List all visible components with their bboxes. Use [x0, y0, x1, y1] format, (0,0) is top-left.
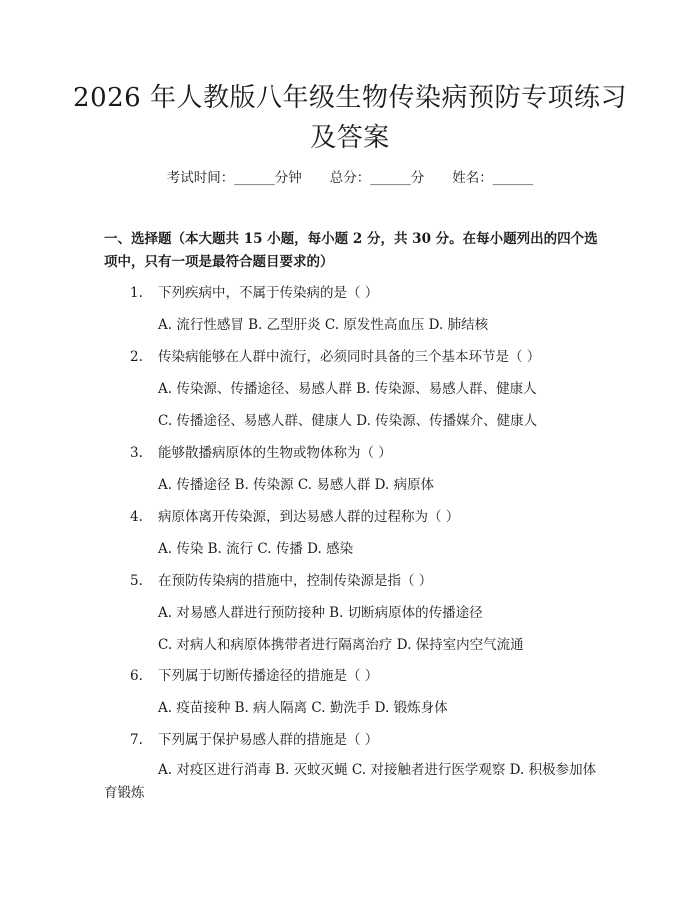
question-5 — [130, 571, 600, 591]
question-1-options: A. 流行性感冒 B. 乙型肝炎 C. 原发性高血压 D. 肺结核 — [158, 317, 489, 333]
exam-meta — [0, 168, 700, 188]
question-6-options: A. 疫苗接种 B. 病人隔离 C. 勤洗手 D. 锻炼身体 — [158, 700, 448, 716]
question-number: 2. — [130, 349, 143, 365]
question-stem: 下列属于切断传播途径的措施是（ ） — [158, 668, 379, 684]
question-stem: 传染病能够在人群中流行，必须同时具备的三个基本环节是（ ） — [158, 349, 541, 365]
question-2-options-line-2: C. 传播途径、易感人群、健康人 D. 传染源、传播媒介、健康人 — [158, 413, 538, 429]
question-3 — [130, 443, 600, 463]
question-6 — [130, 666, 600, 686]
question-number: 3. — [130, 445, 143, 461]
question-stem: 病原体离开传染源，到达易感人群的过程称为（ ） — [158, 509, 460, 525]
question-number: 5. — [130, 573, 143, 589]
exam-total-score: 总分：______分 — [329, 170, 425, 186]
question-2 — [130, 347, 600, 367]
question-stem: 下列属于保护易感人群的措施是（ ） — [158, 732, 379, 748]
exam-name-field: 姓名：______ — [452, 170, 534, 186]
question-stem: 下列疾病中，不属于传染病的是（ ） — [158, 285, 379, 301]
question-4 — [130, 507, 600, 527]
question-number: 7. — [130, 732, 143, 748]
question-3-options: A. 传播途径 B. 传染源 C. 易感人群 D. 病原体 — [158, 477, 435, 493]
question-number: 1. — [130, 285, 143, 301]
question-number: 4. — [130, 509, 143, 525]
question-stem: 在预防传染病的措施中，控制传染源是指（ ） — [158, 573, 433, 589]
question-7-options: A. 对疫区进行消毒 B. 灭蚊灭蝇 C. 对接触者进行医学观察 D. 积极参加体育锻炼 — [104, 762, 597, 801]
question-number: 6. — [130, 668, 143, 684]
question-5-options-line-1: A. 对易感人群进行预防接种 B. 切断病原体的传播途径 — [158, 605, 483, 621]
question-4-options: A. 传染 B. 流行 C. 传播 D. 感染 — [158, 541, 354, 557]
document-title: 2026 年人教版八年级生物传染病预防专项练习及答案 — [73, 83, 627, 153]
question-1 — [130, 283, 600, 303]
question-2-options-line-1: A. 传染源、传播途径、易感人群 B. 传染源、易感人群、健康人 — [158, 381, 537, 397]
section-heading: 一、选择题（本大题共 15 小题，每小题 2 分，共 30 分。在每小题列出的四个选项中，只有一项是最符合题目要求的） — [104, 231, 598, 270]
question-5-options-line-2: C. 对病人和病原体携带者进行隔离治疗 D. 保持室内空气流通 — [158, 637, 524, 653]
exam-time: 考试时间：______分钟 — [166, 170, 302, 186]
question-stem: 能够散播病原体的生物或物体称为（ ） — [158, 445, 392, 461]
question-7 — [130, 730, 600, 750]
